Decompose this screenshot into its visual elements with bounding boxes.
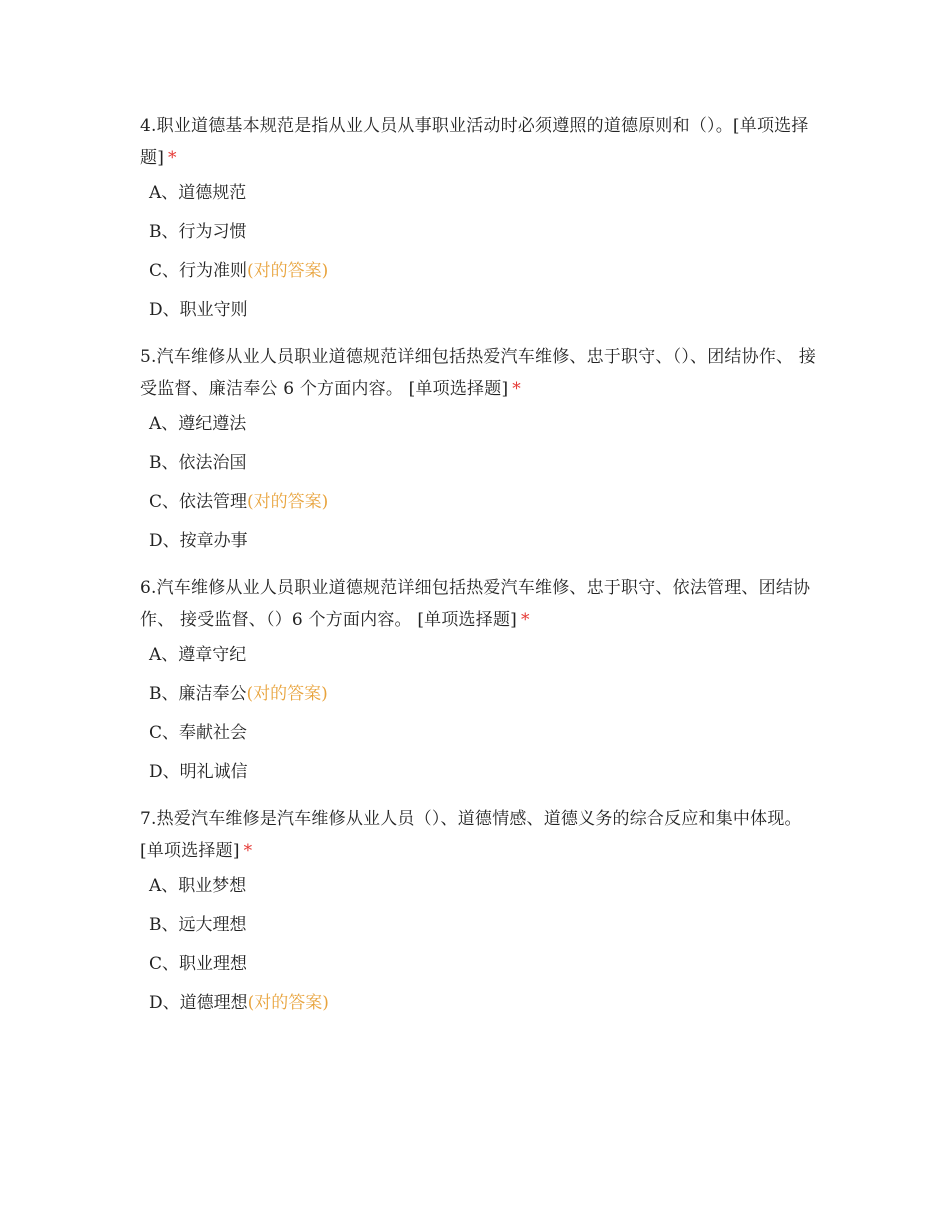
correct-answer-note: (对的答案) xyxy=(247,492,329,512)
option-label: B、依法治国 xyxy=(149,453,247,473)
correct-answer-note: (对的答案) xyxy=(247,261,329,281)
question-block xyxy=(140,803,820,1016)
option-label: C、职业理想 xyxy=(149,954,248,974)
option-item[interactable] xyxy=(149,951,820,977)
option-label: D、按章办事 xyxy=(149,531,248,551)
option-label: A、道德规范 xyxy=(149,183,247,203)
option-item[interactable] xyxy=(149,297,820,323)
option-label: C、行为准则 xyxy=(149,261,248,281)
question-block xyxy=(140,341,820,554)
option-item[interactable] xyxy=(149,528,820,554)
option-label: D、职业守则 xyxy=(149,300,248,320)
option-label: C、奉献社会 xyxy=(149,723,248,743)
option-item[interactable] xyxy=(149,759,820,785)
question-text: 7.热爱汽车维修是汽车维修从业人员（）、道德情感、道德义务的综合反应和集中体现。 [单项选择题] xyxy=(140,809,802,861)
option-label: B、廉洁奉公 xyxy=(149,684,247,704)
option-item[interactable] xyxy=(149,912,820,938)
required-mark: * xyxy=(512,379,521,399)
option-label: B、行为习惯 xyxy=(149,222,247,242)
option-item[interactable] xyxy=(149,489,820,515)
option-item[interactable] xyxy=(149,990,820,1016)
question-block xyxy=(140,110,820,323)
option-item[interactable] xyxy=(149,411,820,437)
option-item[interactable] xyxy=(149,258,820,284)
option-label: D、明礼诚信 xyxy=(149,762,248,782)
question-stem xyxy=(140,341,820,405)
required-mark: * xyxy=(243,841,253,861)
option-label: A、职业梦想 xyxy=(149,876,247,896)
question-text: 4.职业道德基本规范是指从业人员从事职业活动时必须遵照的道德原则和（）。[单项选择题] xyxy=(140,116,809,168)
option-item[interactable] xyxy=(149,450,820,476)
question-list xyxy=(140,110,820,1034)
question-stem xyxy=(140,803,820,867)
question-stem xyxy=(140,572,820,636)
required-mark: * xyxy=(168,148,177,168)
question-text: 5.汽车维修从业人员职业道德规范详细包括热爱汽车维修、忠于职守、（）、团结协作、 接受监督、廉洁奉公 6 个方面内容。 [单项选择题] xyxy=(140,347,817,399)
correct-answer-note: (对的答案) xyxy=(247,993,329,1013)
option-item[interactable] xyxy=(149,720,820,746)
option-label: B、远大理想 xyxy=(149,915,247,935)
option-item[interactable] xyxy=(149,681,820,707)
question-text: 6.汽车维修从业人员职业道德规范详细包括热爱汽车维修、忠于职守、依法管理、团结协作、 接受监督、（）6 个方面内容。 [单项选择题] xyxy=(140,578,811,630)
question-block xyxy=(140,572,820,785)
required-mark: * xyxy=(521,610,530,630)
option-item[interactable] xyxy=(149,642,820,668)
option-item[interactable] xyxy=(149,180,820,206)
option-label: D、道德理想 xyxy=(149,993,248,1013)
option-item[interactable] xyxy=(149,219,820,245)
option-label: A、遵章守纪 xyxy=(149,645,247,665)
correct-answer-note: (对的答案) xyxy=(246,684,328,704)
option-item[interactable] xyxy=(149,873,820,899)
option-label: A、遵纪遵法 xyxy=(149,414,247,434)
question-stem xyxy=(140,110,820,174)
option-label: C、依法管理 xyxy=(149,492,248,512)
